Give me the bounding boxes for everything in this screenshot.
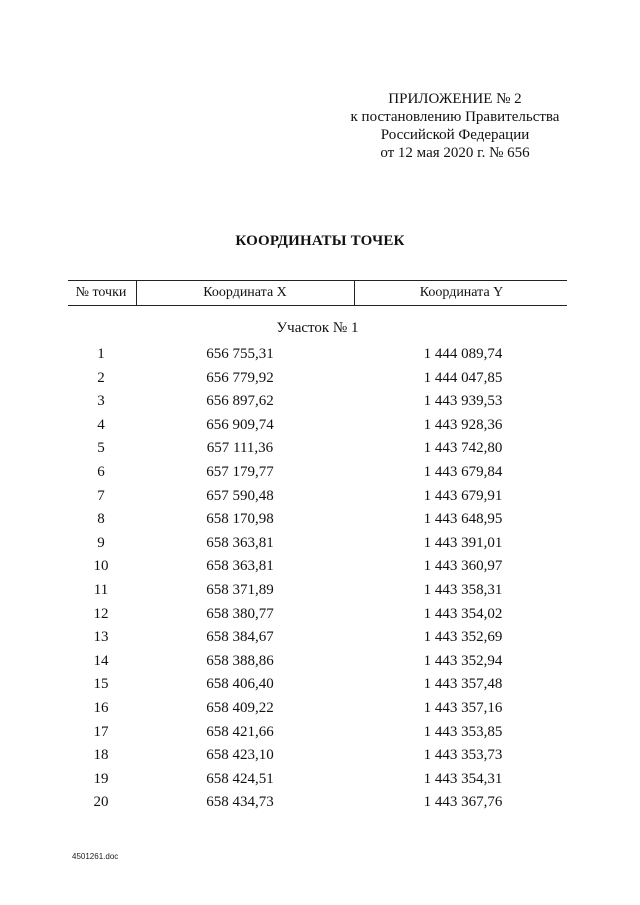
coordinate-x-cell: 656 897,62 (206, 393, 274, 410)
coordinate-y-cell: 1 443 360,97 (423, 558, 503, 575)
table-row (68, 508, 567, 532)
coordinate-y-cell: 1 443 352,94 (423, 652, 503, 669)
point-number-cell: 6 (97, 463, 105, 480)
coordinate-y-cell: 1 443 353,85 (423, 723, 503, 740)
coordinate-y-cell: 1 443 679,91 (423, 487, 503, 504)
coordinate-x-cell: 658 421,66 (206, 723, 274, 740)
coordinate-y-cell: 1 443 354,02 (423, 605, 503, 622)
coordinate-x-cell: 657 590,48 (206, 487, 274, 504)
point-number-cell: 10 (93, 558, 109, 575)
table-row (68, 791, 567, 815)
header-coordinate-x: Координата X (136, 281, 353, 305)
appendix-block (330, 90, 580, 162)
point-number-cell: 12 (93, 605, 109, 622)
document-title: КООРДИНАТЫ ТОЧЕК (235, 233, 405, 249)
coordinate-x-cell: 656 755,31 (206, 346, 274, 362)
coordinate-x-cell: 658 371,89 (206, 581, 274, 598)
coordinate-x-cell: 658 170,98 (206, 511, 274, 528)
table-row (68, 367, 567, 391)
table-row (68, 461, 567, 485)
point-number-cell: 17 (93, 723, 109, 740)
table-row (68, 485, 567, 509)
table-row (68, 697, 567, 721)
table-row (68, 579, 567, 603)
appendix-number: ПРИЛОЖЕНИЕ № 2 (388, 91, 522, 107)
coordinate-x-cell: 658 384,67 (206, 629, 274, 646)
table-row (68, 721, 567, 745)
coordinate-x-cell: 658 406,40 (206, 676, 274, 693)
table-row (68, 744, 567, 768)
coordinate-x-cell: 658 409,22 (206, 699, 274, 716)
table-row (68, 437, 567, 461)
coordinate-y-cell: 1 443 358,31 (423, 581, 503, 598)
file-name-footer: 4501261.doc (72, 852, 119, 861)
point-number-cell: 11 (93, 581, 109, 598)
appendix-date: от 12 мая 2020 г. № 656 (380, 145, 530, 161)
point-number-cell: 8 (97, 511, 105, 528)
coordinate-x-cell: 658 423,10 (206, 747, 274, 764)
coordinate-y-cell: 1 443 357,48 (423, 676, 503, 693)
appendix-resolution: к постановлению Правительства (350, 109, 560, 125)
coordinate-y-cell: 1 443 354,31 (423, 770, 503, 787)
coordinate-y-cell: 1 443 928,36 (423, 416, 503, 433)
table-row (68, 626, 567, 650)
header-coordinate-y: Координата Y (354, 281, 568, 305)
section-title: Участок № 1 (276, 320, 359, 336)
point-number-cell: 19 (93, 770, 109, 787)
table-row (68, 343, 567, 367)
table-row (68, 555, 567, 579)
coordinate-y-cell: 1 443 679,84 (423, 463, 503, 480)
coordinate-y-cell: 1 443 648,95 (423, 511, 503, 528)
point-number-cell: 9 (97, 534, 105, 551)
point-number-cell: 15 (93, 676, 109, 693)
coordinate-x-cell: 658 363,81 (206, 558, 274, 575)
coordinate-x-cell: 657 179,77 (206, 463, 274, 480)
table-row (68, 532, 567, 556)
coordinate-x-cell: 658 424,51 (206, 770, 274, 787)
table-row (68, 673, 567, 697)
coordinate-x-cell: 657 111,36 (206, 440, 274, 457)
point-number-cell: 1 (97, 346, 105, 362)
point-number-cell: 13 (93, 629, 109, 646)
table-header (68, 280, 567, 306)
point-number-cell: 14 (93, 652, 109, 669)
coordinate-y-cell: 1 443 352,69 (423, 629, 503, 646)
coordinate-x-cell: 658 434,73 (206, 794, 274, 811)
coordinate-x-cell: 656 779,92 (206, 369, 274, 386)
coordinate-x-cell: 658 380,77 (206, 605, 274, 622)
point-number-cell: 4 (97, 416, 105, 433)
coordinate-y-cell: 1 443 742,80 (423, 440, 503, 457)
coordinate-y-cell: 1 443 939,53 (423, 393, 503, 410)
coordinate-y-cell: 1 443 357,16 (423, 699, 503, 716)
point-number-cell: 16 (93, 699, 109, 716)
table-row (68, 650, 567, 674)
table-row (68, 768, 567, 792)
appendix-government: Российской Федерации (380, 127, 530, 143)
table-row (68, 390, 567, 414)
coordinate-x-cell: 658 388,86 (206, 652, 274, 669)
coordinate-y-cell: 1 444 089,74 (423, 346, 503, 362)
point-number-cell: 18 (93, 747, 109, 764)
coordinate-x-cell: 656 909,74 (206, 416, 274, 433)
coordinates-table-body (68, 343, 567, 815)
table-row (68, 603, 567, 627)
header-point-number: № точки (75, 285, 127, 300)
point-number-cell: 20 (93, 794, 109, 811)
coordinate-y-cell: 1 444 047,85 (423, 369, 503, 386)
point-number-cell: 7 (97, 487, 105, 504)
coordinate-y-cell: 1 443 353,73 (423, 747, 503, 764)
coordinate-y-cell: 1 443 391,01 (423, 534, 503, 551)
table-row (68, 414, 567, 438)
coordinate-x-cell: 658 363,81 (206, 534, 274, 551)
point-number-cell: 3 (97, 393, 105, 410)
coordinate-y-cell: 1 443 367,76 (423, 794, 503, 811)
point-number-cell: 5 (97, 440, 105, 457)
point-number-cell: 2 (97, 369, 105, 386)
